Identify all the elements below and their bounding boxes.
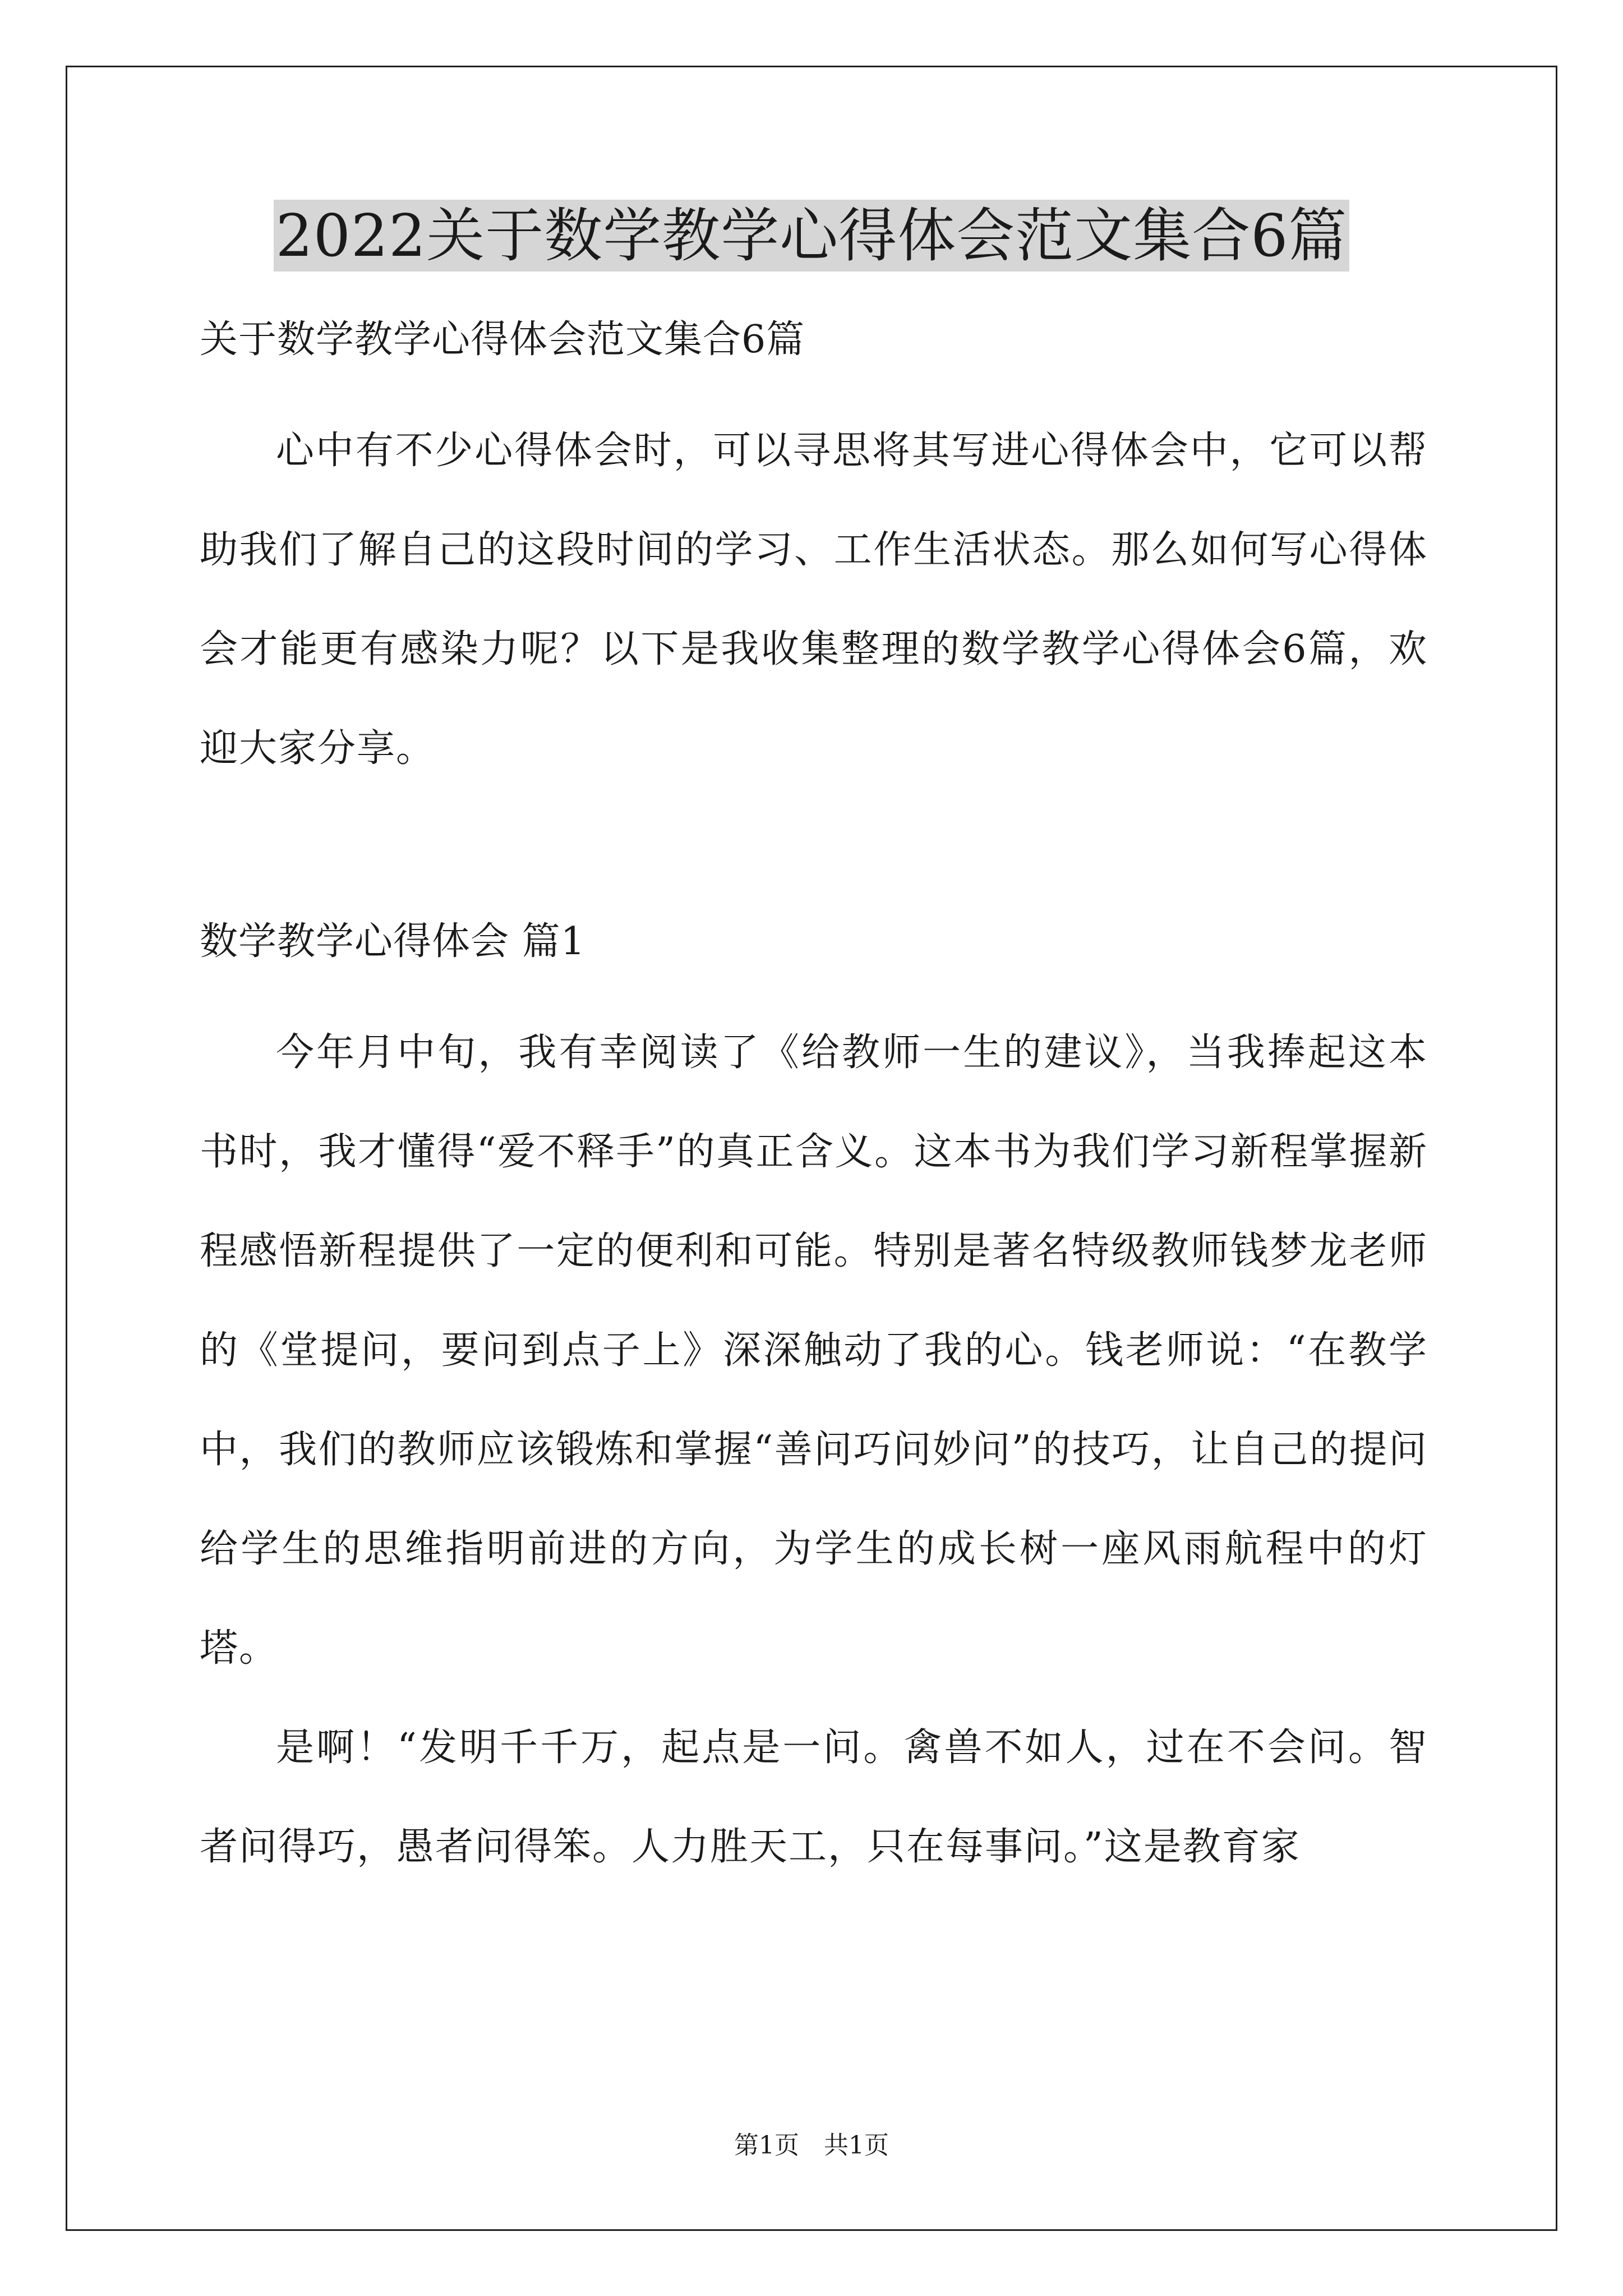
page-footer: 第1页 共1页 [734, 2131, 889, 2160]
document-body [200, 306, 1428, 1897]
body-paragraph: 今年月中旬，我有幸阅读了《给教师一生的建议》，当我捧起这本书时，我才懂得“爱不释手”的真正含义。这本书为我们学习新程掌握新程感悟新程提供了一定的便利和可能。特别是著名特级教师钱梦龙老师的《堂提问，要问到点子上》深深触动了我的心。钱老师说：“在教学中，我们的教师应该锻炼和掌握“善问巧问妙问”的技巧，让自己的提问给学生的思维指明前进的方向，为学生的成长树一座风雨航程中的灯塔。 [200, 1030, 1428, 1671]
document-subtitle: 关于数学教学心得体会范文集合6篇 [200, 318, 805, 362]
document-title-text: 2022关于数学教学心得体会范文集合6篇 [274, 200, 1350, 272]
section-spacer [200, 798, 1428, 908]
body-paragraph: 是啊！“发明千千万，起点是一问。禽兽不如人，过在不会问。智者问得巧，愚者问得笨。人力胜天工，只在每事问。”这是教育家 [200, 1726, 1428, 1869]
document-title [0, 200, 1623, 272]
intro-paragraph: 心中有不少心得体会时，可以寻思将其写进心得体会中，它可以帮助我们了解自己的这段时间的学习、工作生活状态。那么如何写心得体会才能更有感染力呢？以下是我收集整理的数学教学心得体会6篇，欢迎大家分享。 [200, 429, 1428, 771]
section-heading: 数学教学心得体会 篇1 [200, 919, 585, 964]
